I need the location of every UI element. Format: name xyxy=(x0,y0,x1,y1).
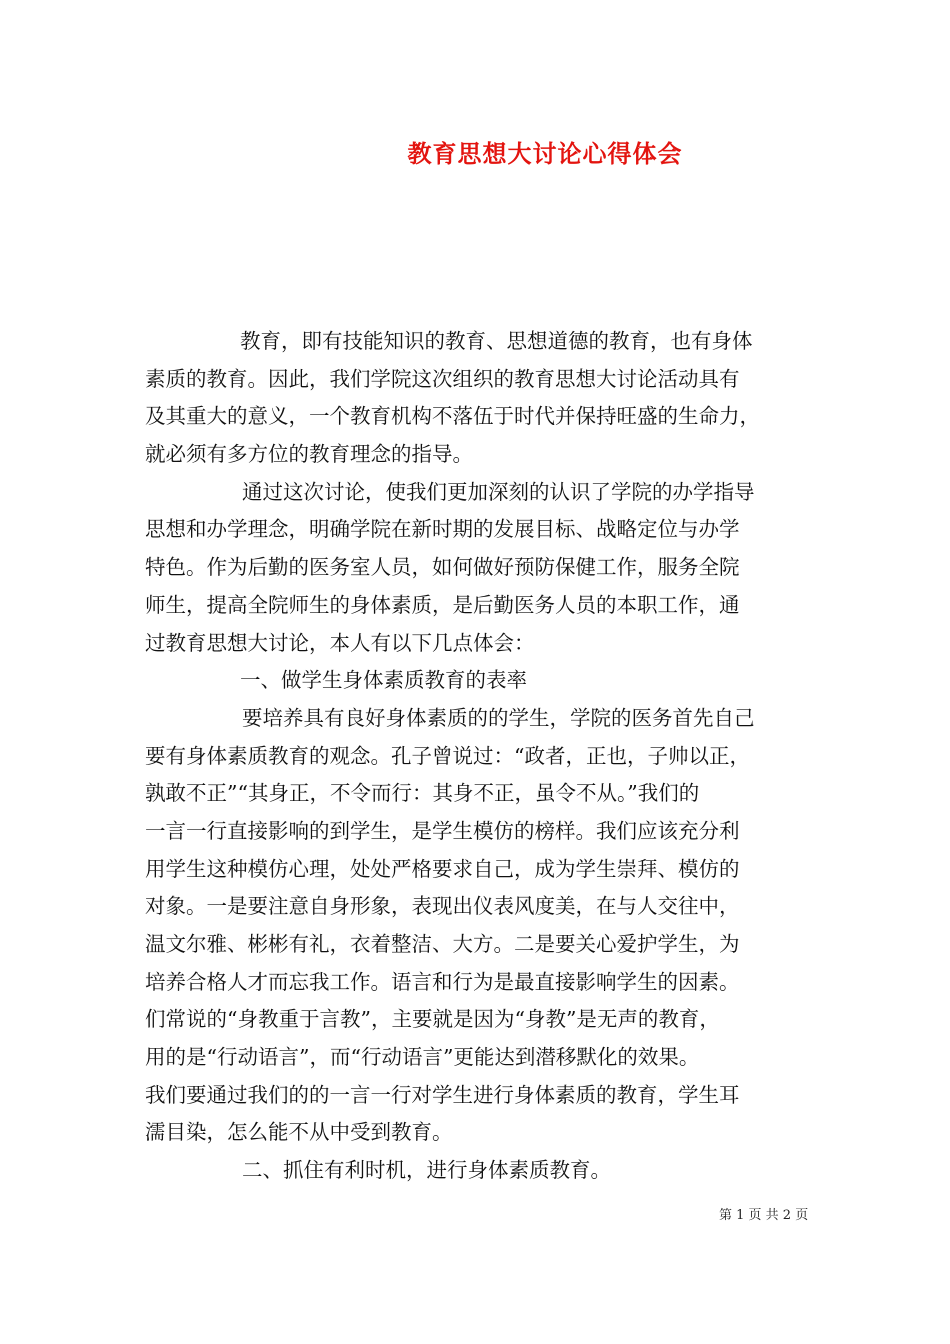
paragraph-line: 用学生这种模仿心理，处处严格要求自己，成为学生崇拜、模仿的 xyxy=(145,856,740,881)
paragraph-line: 素质的教育。因此，我们学院这次组织的教育思想大讨论活动具有 xyxy=(145,366,740,391)
section-heading: 二、抓住有利时机，进行身体素质教育。 xyxy=(242,1158,611,1183)
paragraph-line: 通过这次讨论，使我们更加深刻的认识了学院的办学指导 xyxy=(242,479,755,504)
paragraph-line: 师生，提高全院师生的身体素质，是后勤医务人员的本职工作，通 xyxy=(145,592,740,617)
paragraph-line: 就必须有多方位的教育理念的指导。 xyxy=(145,442,473,467)
paragraph-line: 教育，即有技能知识的教育、思想道德的教育，也有身体 xyxy=(240,329,753,353)
paragraph-line: 用的是“行动语言”，而“行动语言”更能达到潜移默化的效果。 xyxy=(145,1045,700,1070)
paragraph-line: 一言一行直接影响的到学生，是学生模仿的榜样。我们应该充分利 xyxy=(145,818,740,843)
page-number: 第 1 页 共 2 页 xyxy=(719,1208,809,1223)
paragraph-line: 濡目染，怎么能不从中受到教育。 xyxy=(145,1120,453,1145)
paragraph-line: 过教育思想大讨论，本人有以下几点体会： xyxy=(145,630,535,655)
paragraph-line: 们常说的“身教重于言教”，主要就是因为“身教”是无声的教育， xyxy=(145,1007,720,1032)
paragraph-line: 要有身体素质教育的观念。孔子曾说过：“政者，正也，子帅以正， xyxy=(145,743,750,768)
paragraph-line: 我们要通过我们的的一言一行对学生进行身体素质的教育，学生耳 xyxy=(145,1082,740,1107)
paragraph-line: 对象。一是要注意自身形象，表现出仪表风度美，在与人交往中， xyxy=(145,894,740,919)
document-title: 教育思想大讨论心得体会 xyxy=(407,139,683,168)
paragraph-line: 特色。作为后勤的医务室人员，如何做好预防保健工作，服务全院 xyxy=(145,555,740,580)
paragraph-line: 温文尔雅、彬彬有礼，衣着整洁、大方。二是要关心爱护学生，为 xyxy=(145,932,740,956)
paragraph-line: 思想和办学理念，明确学院在新时期的发展目标、战略定位与办学 xyxy=(145,517,740,542)
document-body xyxy=(145,323,810,1190)
paragraph-line: 培养合格人才而忘我工作。语言和行为是最直接影响学生的因素。 xyxy=(145,969,740,994)
section-heading: 一、做学生身体素质教育的表率 xyxy=(240,668,527,693)
paragraph-line: 孰敢不正”“其身正，不令而行：其身不正，虽令不从。”我们的 xyxy=(145,781,700,806)
paragraph-line: 及其重大的意义，一个教育机构不落伍于时代并保持旺盛的生命力， xyxy=(145,404,760,429)
paragraph-line: 要培养具有良好身体素质的的学生，学院的医务首先自己 xyxy=(242,705,755,730)
